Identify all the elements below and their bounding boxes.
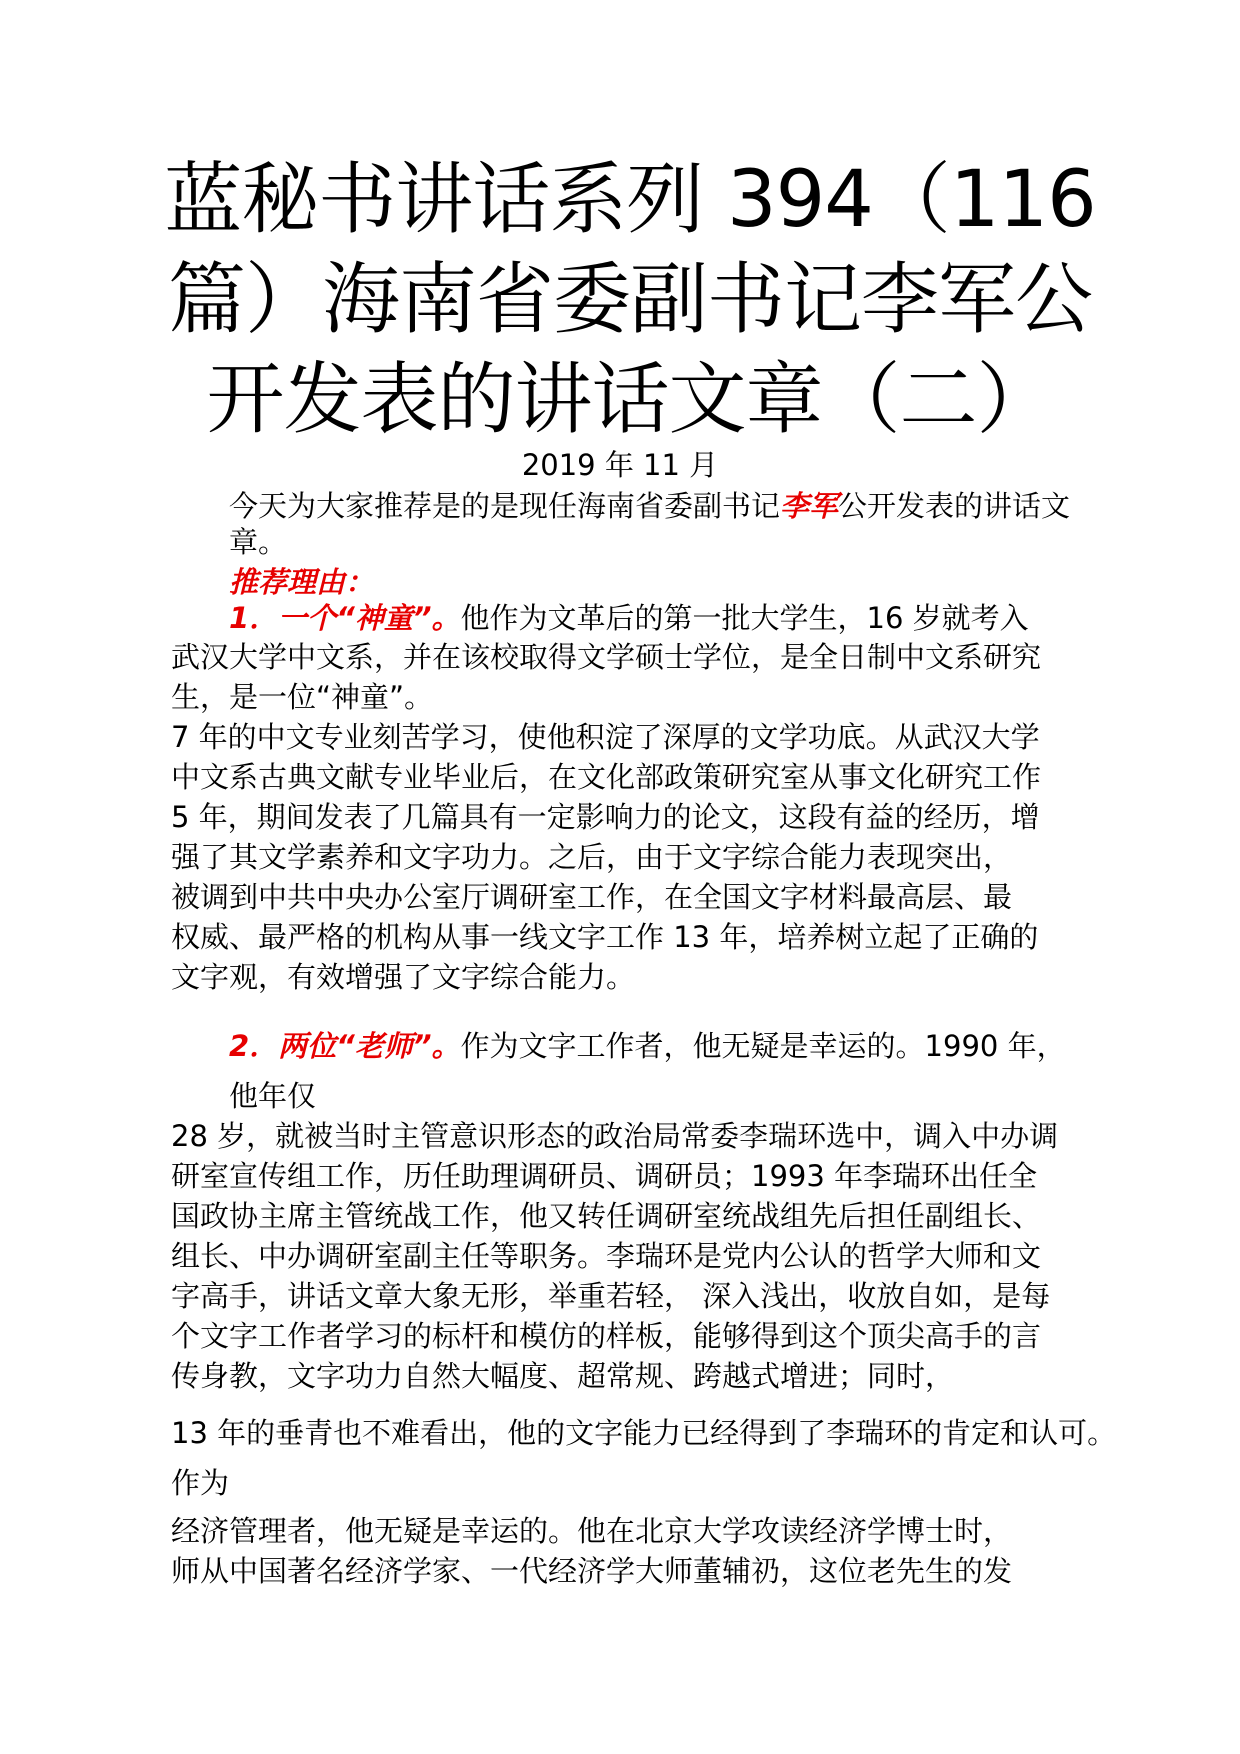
paragraph-line: 权威、最严格的机构从事一线文字工作 13 年，培养树立起了正确的 — [171, 920, 1039, 954]
document-title — [150, 150, 1110, 450]
paragraph-line: 他年仅 — [229, 1079, 317, 1113]
reason-1-first-line — [229, 598, 1029, 638]
paragraph-line: 中文系古典文献专业毕业后，在文化部政策研究室从事文化研究工作 — [171, 760, 1042, 794]
title-line: 开发表的讲话文章（二） — [206, 355, 1054, 445]
reason-2-text: 作为文字工作者，他无疑是幸运的。1990 年， — [460, 1029, 1066, 1063]
title-line: 蓝秘书讲话系列 394（116 — [164, 155, 1096, 245]
paragraph-line: 作为 — [171, 1466, 230, 1500]
paragraph-line: 28 岁，就被当时主管意识形态的政治局常委李瑞环选中，调入中办调 — [171, 1119, 1059, 1153]
intro-text: 公开发表的讲话文 — [838, 489, 1071, 523]
title-line: 篇）海南省委副书记李军公 — [167, 255, 1092, 345]
paragraph-line: 个文字工作者学习的标杆和模仿的样板，能够得到这个顶尖高手的言 — [171, 1319, 1042, 1353]
paragraph-line: 被调到中共中央办公室厅调研室工作，在全国文字材料最高层、最 — [171, 880, 1013, 914]
paragraph-line: 传身教，文字功力自然大幅度、超常规、跨越式增进；同时， — [171, 1359, 955, 1393]
paragraph-line: 生，是一位“神童”。 — [171, 680, 434, 714]
reason-1-heading: 1．一个“神童”。 — [229, 601, 461, 635]
paragraph-line: 研室宣传组工作，历任助理调研员、调研员；1993 年李瑞环出任全 — [171, 1159, 1038, 1193]
paragraph-line: 组长、中办调研室副主任等职务。李瑞环是党内公认的哲学大师和文 — [171, 1239, 1042, 1273]
intro-line: 章。 — [229, 525, 288, 559]
reason-2-heading: 2．两位“老师”。 — [229, 1029, 461, 1063]
intro-line — [229, 486, 1070, 526]
highlighted-name: 李军 — [780, 489, 839, 523]
paragraph-line: 文字观，有效增强了文字综合能力。 — [171, 960, 636, 994]
paragraph-line: 师从中国著名经济学家、一代经济学大师董辅礽，这位老先生的发 — [171, 1554, 1013, 1588]
paragraph-line: 经济管理者，他无疑是幸运的。他在北京大学攻读经济学博士时， — [171, 1514, 1013, 1548]
document-date: 2019 年 11 月 — [521, 448, 719, 482]
reasons-heading: 推荐理由： — [229, 565, 375, 599]
paragraph-line: 字高手，讲话文章大象无形，举重若轻， 深入浅出，收放自如，是每 — [171, 1279, 1051, 1313]
reason-2-first-line — [229, 1026, 1066, 1066]
paragraph-line: 国政协主席主管统战工作，他又转任调研室统战组先后担任副组长、 — [171, 1199, 1042, 1233]
paragraph-line: 强了其文学素养和文字功力。之后，由于文字综合能力表现突出， — [171, 840, 1013, 874]
paragraph-line: 5 年，期间发表了几篇具有一定影响力的论文，这段有益的经历，增 — [171, 800, 1040, 834]
reason-1-text: 他作为文革后的第一批大学生，16 岁就考入 — [460, 601, 1029, 635]
paragraph-line: 13 年的垂青也不难看出，他的文字能力已经得到了李瑞环的肯定和认可。 — [171, 1416, 1117, 1450]
intro-text: 今天为大家推荐是的是现任海南省委副书记 — [229, 489, 781, 523]
paragraph-line: 7 年的中文专业刻苦学习，使他积淀了深厚的文学功底。从武汉大学 — [171, 720, 1040, 754]
paragraph-line: 武汉大学中文系，并在该校取得文学硕士学位，是全日制中文系研究 — [171, 640, 1042, 674]
